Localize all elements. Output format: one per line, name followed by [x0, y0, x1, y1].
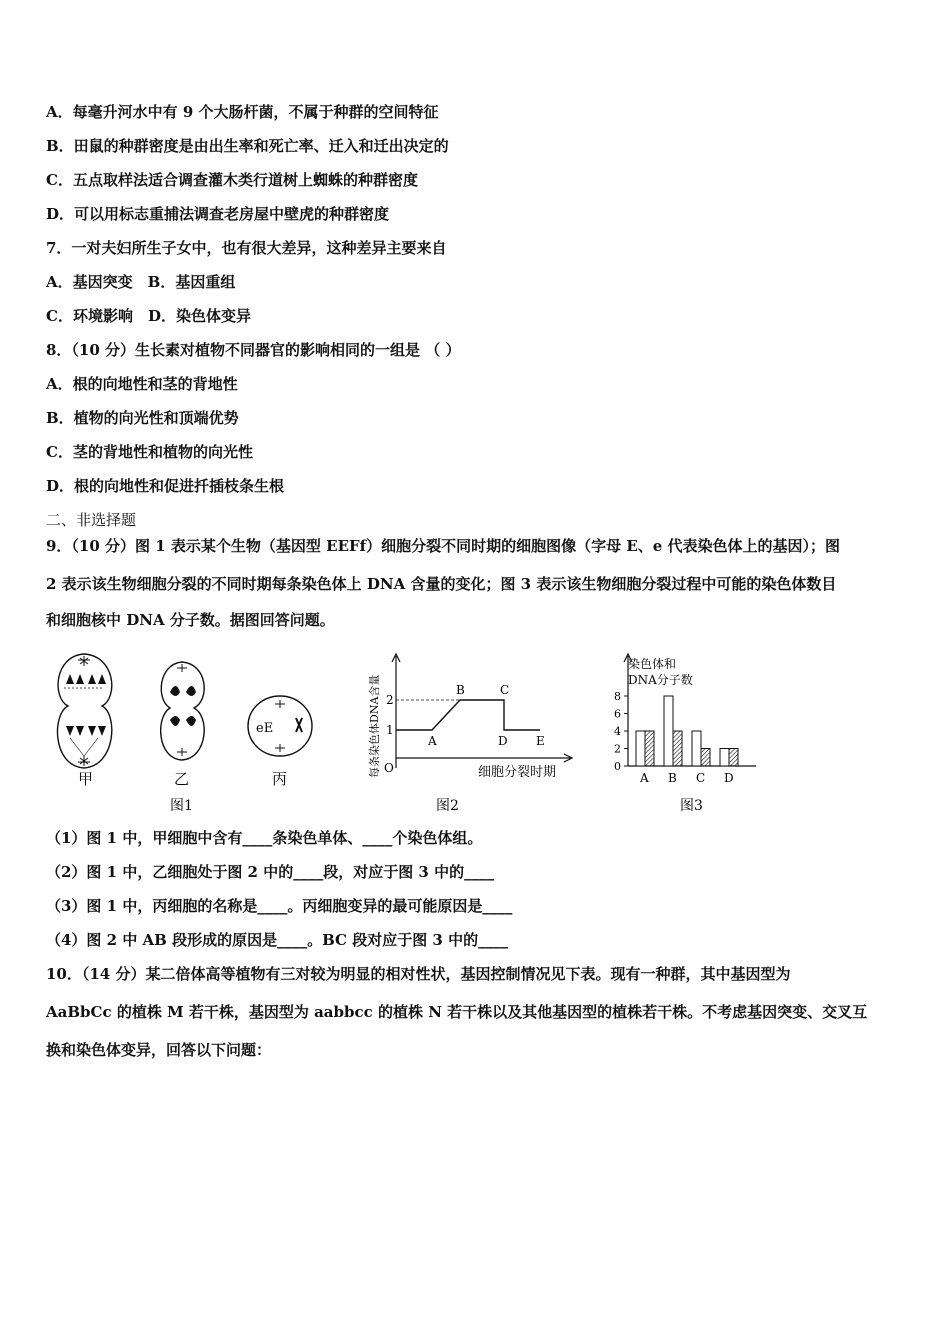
q8-option-a: A．根的向地性和茎的背地性	[46, 375, 238, 393]
fig2-y-axis	[392, 654, 400, 768]
cell-bing-genes: eE	[256, 721, 274, 736]
fig2-point-c: C	[500, 683, 510, 697]
fig3-category-label: C	[696, 771, 706, 785]
fig3-ytick-label: 6	[614, 707, 621, 721]
fig2-x-axis	[396, 754, 572, 762]
section-heading: 二、非选择题	[46, 511, 137, 529]
fig2-point-d: D	[498, 734, 508, 748]
fig3-ylabel-line2: DNA分子数	[628, 673, 693, 687]
fig2-tick-1: 1	[386, 723, 394, 737]
q7-stem: 7．一对夫妇所生子女中，也有很大差异，这种差异主要来自	[46, 239, 447, 257]
q9-stem-line2: 2 表示该生物细胞分裂的不同时期每条染色体上 DNA 含量的变化；图 3 表示该生物细胞分裂过程中可能的染色体数目	[46, 575, 837, 593]
cell-yi	[161, 662, 205, 760]
fig3-ytick-label: 0	[614, 760, 621, 773]
cell-bing	[248, 696, 312, 756]
q9-stem-line3: 和细胞核中 DNA 分子数。据图回答问题。	[46, 611, 335, 629]
figure-2-caption: 图2	[436, 798, 459, 814]
fig3-bar-D-dna	[729, 749, 738, 767]
q6-option-c: C．五点取样法适合调查灌木类行道树上蜘蛛的种群密度	[46, 171, 418, 189]
figure-3	[606, 648, 776, 820]
figure-1	[46, 648, 326, 820]
fig3-bar-C-chromosome	[692, 731, 701, 766]
fig3-category-label: A	[640, 771, 649, 785]
cell-yi-label: 乙	[174, 770, 190, 788]
q8-stem: 8．（10 分）生长素对植物不同器官的影响相同的一组是 （ ）	[46, 341, 461, 359]
q8-option-b: B．植物的向光性和顶端优势	[46, 409, 239, 427]
fig3-bar-D-chromosome	[720, 749, 729, 767]
q9-sub-2: （2）图 1 中，乙细胞处于图 2 中的____段，对应于图 3 中的____	[46, 863, 495, 881]
fig3-category-label: B	[668, 771, 677, 785]
fig2-point-a: A	[428, 734, 437, 748]
fig3-ytick-label: 8	[614, 690, 621, 703]
q9-sub-1: （1）图 1 中，甲细胞中含有____条染色单体、____个染色体组。	[46, 829, 483, 847]
q9-sub-3: （3）图 1 中，丙细胞的名称是____。丙细胞变异的最可能原因是____	[46, 897, 513, 915]
cell-jia	[57, 654, 111, 768]
q9-figures	[46, 648, 826, 820]
q10-stem-line2: AaBbCc 的植株 M 若干株，基因型为 aabbcc 的植株 N 若干株以及其他基因型的植株若干株。不考虑基因突变、交叉互	[46, 1003, 868, 1021]
fig3-bar-B-chromosome	[664, 696, 673, 766]
fig3-ytick-label: 4	[614, 725, 621, 738]
q10-stem-line1: 10．（14 分）某二倍体高等植物有三对较为明显的相对性状，基因控制情况见下表。现有一种群，其中基因型为	[46, 965, 791, 983]
fig3-ytick-label: 2	[614, 742, 621, 756]
fig3-bar-C-dna	[701, 749, 710, 767]
fig2-point-e: E	[536, 734, 545, 748]
q7-options-ab: A．基因突变 B．基因重组	[46, 273, 236, 291]
q6-option-b: B．田鼠的种群密度是由出生率和死亡率、迁入和迁出决定的	[46, 137, 449, 155]
q8-option-d: D．根的向地性和促进扦插枝条生根	[46, 477, 285, 495]
fig2-origin: O	[384, 761, 394, 775]
q9-sub-4: （4）图 2 中 AB 段形成的原因是____。BC 段对应于图 3 中的____	[46, 931, 509, 949]
fig3-category-label: D	[724, 771, 734, 785]
q9-stem-line1: 9．（10 分）图 1 表示某个生物（基因型 EEFf）细胞分裂不同时期的细胞图像（字母 E、e 代表染色体上的基因）；图	[46, 537, 841, 555]
fig3-bar-A-chromosome	[636, 731, 645, 766]
cell-bing-label: 丙	[272, 770, 288, 788]
fig2-xlabel: 细胞分裂时期	[478, 765, 557, 780]
fig2-curve	[396, 700, 540, 730]
fig2-point-b: B	[456, 683, 465, 697]
fig2-ylabel: 每条染色体DNA含量	[368, 674, 381, 778]
q6-option-d: D．可以用标志重捕法调查老房屋中壁虎的种群密度	[46, 205, 390, 223]
cell-jia-label: 甲	[78, 770, 94, 788]
figure-3-caption: 图3	[680, 798, 703, 814]
figure-1-caption: 图1	[170, 798, 193, 814]
q8-option-c: C．茎的背地性和植物的向光性	[46, 443, 253, 461]
q7-options-cd: C．环境影响 D．染色体变异	[46, 307, 251, 325]
fig2-tick-2: 2	[386, 693, 394, 707]
figure-2	[358, 648, 588, 820]
fig3-bar-A-dna	[645, 731, 654, 766]
fig3-bar-B-dna	[673, 731, 682, 766]
fig3-ylabel-line1: 染色体和	[628, 657, 677, 671]
q6-option-a: A．每毫升河水中有 9 个大肠杆菌，不属于种群的空间特征	[46, 103, 439, 121]
q10-stem-line3: 换和染色体变异，回答以下问题：	[46, 1041, 272, 1059]
